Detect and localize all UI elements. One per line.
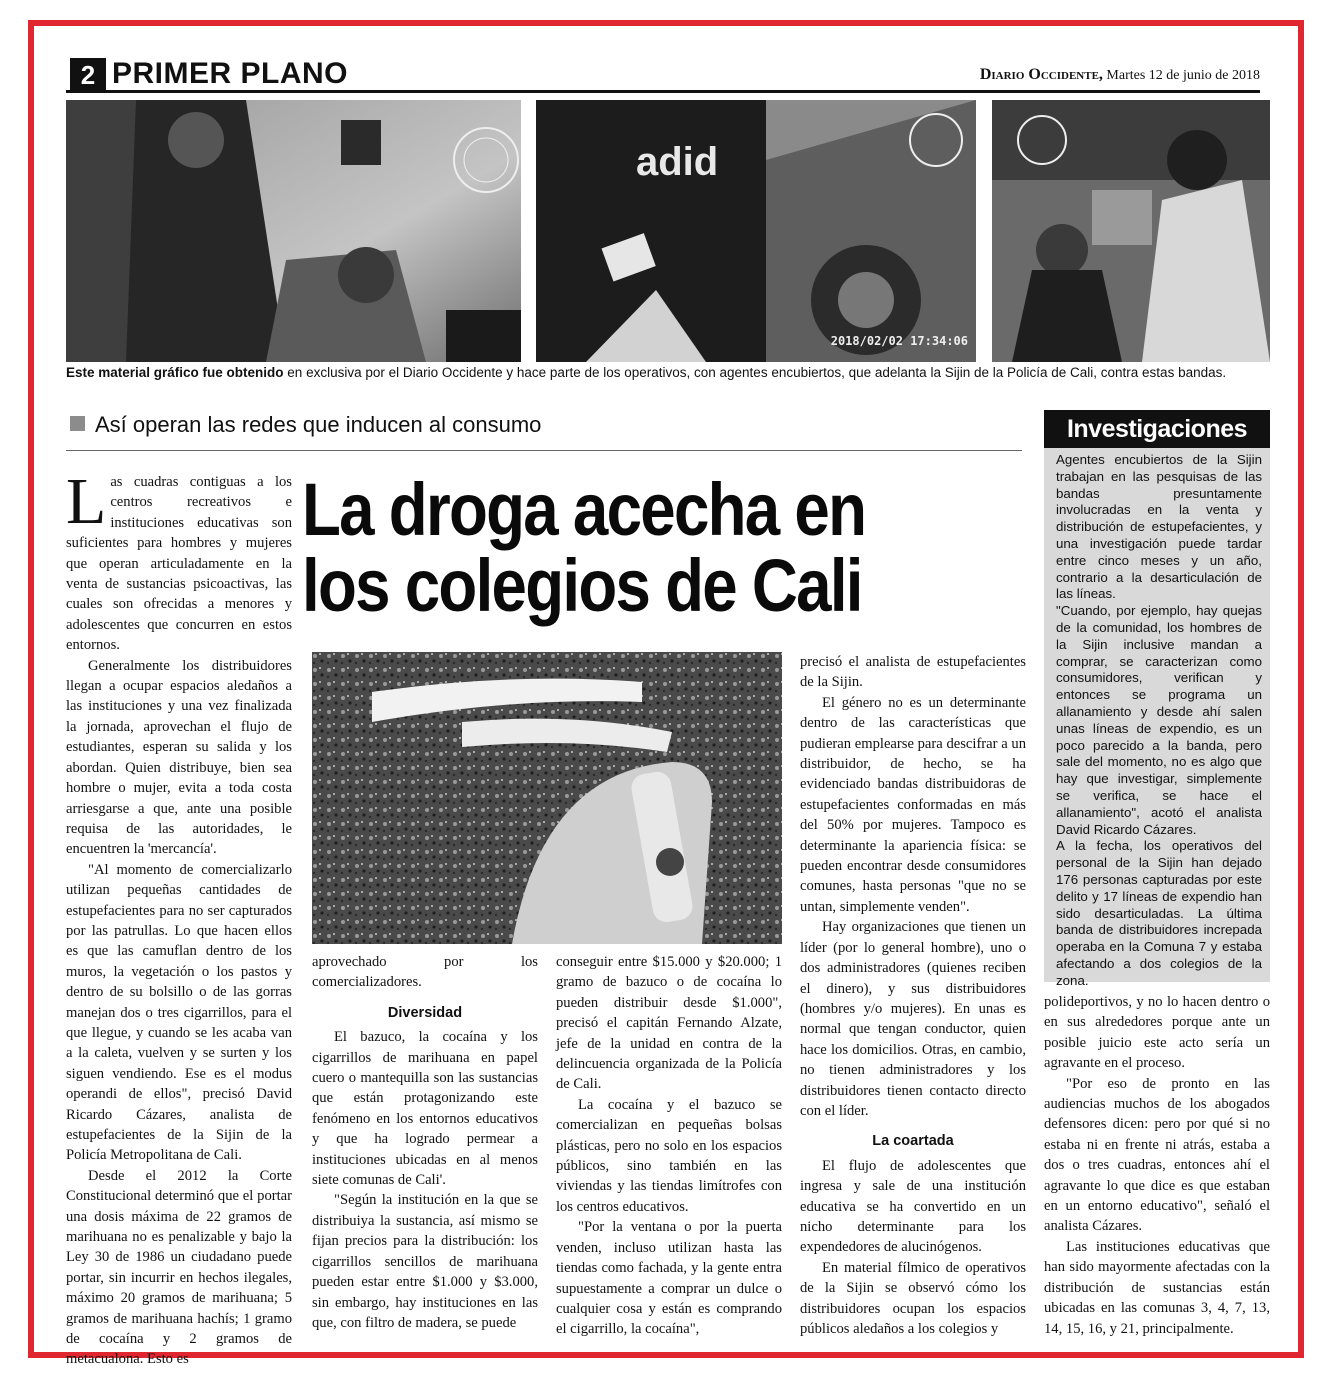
paragraph: "Al momento de comercializarlo utilizan pequeñas cantidades de estupefacientes para no ser capturados por las patrullas. Lo que hacen ellos es que las camuflan dentro de los muros, la vegetación o los pastos y dentro de su bolsillo o de las gorras manejan dos o tres cigarrillos, para el que llegue, y cuando se les acaba van a la caleta, vuelven y se surten y los siguen vendiendo. Ese es el modus operandi de ellos", precisó David Ricardo Cázares, analista de estupefacientes de la Sijin de la Policía Metropolitana de Cali. (66, 861, 292, 1164)
paragraph: "Por la ventana o por la puerta venden, incluso utilizan hasta las tiendas como fachada, y la gente entra supuestamente a comprar un dulce o cualquier cosa y están es comprando el cigarrillo, la cocaína", (556, 1219, 782, 1338)
kicker-square-icon (70, 416, 85, 431)
page-number: 2 (70, 58, 106, 92)
subheading-la-coartada: La coartada (872, 1133, 954, 1150)
section-title: PRIMER PLANO (112, 57, 349, 90)
photo-cocaine-lines (312, 652, 782, 944)
caption-lead: Este material gráfico fue obtenido (66, 365, 284, 380)
kicker-rule (66, 450, 1022, 451)
paper-name: Diario Occidente, (979, 66, 1103, 83)
paragraph: polideportivos, y no lo hacen dentro o en sus alrededores porque ante un posible juicio este acto sería un agravante en el proceso. (1044, 994, 1270, 1072)
headline (302, 468, 930, 627)
headline-line-1: La droga acecha en (302, 468, 866, 551)
photo-police-raid (992, 100, 1270, 362)
shirt-text: adid (636, 140, 719, 184)
issue-date: Martes 12 de junio de 2018 (1106, 68, 1260, 83)
paragraph: El flujo de adolescentes que ingresa y sale de una institución educativa se ha convertido en un nicho determinante para los expendedores de alucinógenos. (800, 1157, 1026, 1256)
article-column-2 (312, 952, 538, 1333)
paragraph: aprovechado por los comercializadores. (312, 954, 538, 991)
paragraph: "Por eso de pronto en las audiencias muchos de los abogados defensores dicen: pero por qué si no estaba ni en frente ni atrás, estaba a dos o tres cuadras, entonces ahí el agravante lo que dice es que estaban en un entorno educativo", señaló el analista Cázares. (1044, 1075, 1270, 1235)
sidebar-paragraph: Agentes encubiertos de la Sijin trabajan en las pesquisas de las bandas presuntamente involucradas en la venta y distribución de estupefacientes, y una investigación puede tardar entre cinco meses y un año, contrario a la desarticulación de las líneas. (1056, 452, 1262, 602)
paragraph: conseguir entre $15.000 y $20.000; 1 gramo de bazuco o de cocaína lo pueden distribuir desde $1.000", precisó el capitán Fernando Alzate, jefe de la unidad en contra de la delincuencia organizada de la Policía de Cali. (556, 954, 782, 1093)
paragraph: El género no es un determinante dentro de las características que pudieran emplearse para descifrar a un distribuidor, de hecho, se ha evidenciado bandas distribuidoras de estupefacientes conformadas en más del 50% por mujeres. Tampoco es determinante la apariencia física: se pueden encontrar desde consumidores comunes, hasta personas "que no se untan, simplemente venden". (800, 694, 1026, 915)
paragraph: Las cuadras contiguas a los centros recreativos e instituciones educativas son suficientes para hombres y mujeres que operan articuladamente en la venta de sustancias psicoactivas, las cuales son ofrecidas a menores y adolescentes que concurren en estos entornos. (66, 465, 292, 654)
photo-caption (66, 364, 1276, 382)
article-column-3 (556, 952, 782, 1340)
paragraph: El bazuco, la cocaína y los cigarrillos de marihuana en papel cuero o mantequilla son las sustancias que están protagonizando este fenómeno en los entornos educativos y que ha logrado permear a instituciones ubicadas en al menos siete comunas de Cali'. (312, 1029, 538, 1189)
masthead-dateline (980, 66, 1260, 84)
sidebar-box (1044, 448, 1270, 988)
paragraph: Generalmente los distribuidores llegan a ocupar espacios aledaños a las instituciones y una vez finalizada la jornada, aprovechan el flujo de estudiantes, esperan su salida y los abordan. Quien distribuye, bien sea hombre o mujer, evita a toda costa arriesgarse a que, ante una posible requisa de las autoridades, le encuentren la 'mercancía'. (66, 657, 292, 858)
paragraph: precisó el analista de estupefacientes de la Sijin. (800, 654, 1026, 691)
kicker-text: Así operan las redes que inducen al consumo (95, 412, 542, 437)
dropcap: L (66, 465, 107, 538)
sidebar-paragraph: "Cuando, por ejemplo, hay quejas de la comunidad, los hombres de la Sijin inclusive mandan a comprar, se caracterizan como consumidores, verifican y entonces se programa un allanamiento y desde ahí salen unas líneas de expendio, es un poco parecido a la banda, pero sale del momento, no es algo que hay que investigar, simplemente se verifica, se hace el allanamiento", acotó el analista David Ricardo Cázares. (1056, 603, 1262, 837)
header-rule (66, 90, 1260, 93)
paragraph: La cocaína y el bazuco se comercializan en pequeñas bolsas plásticas, pero no solo en los espacios públicos, sino también en las viviendas y las tiendas limítrofes con los centros educativos. (556, 1096, 782, 1215)
sidebar-title: Investigaciones (1044, 410, 1270, 448)
headline-line-2: los colegios de Cali (302, 544, 862, 627)
article-column-4 (800, 652, 1026, 1339)
page-frame (28, 20, 1304, 1368)
video-timestamp: 2018/02/02 17:34:06 (830, 334, 968, 348)
paragraph: Hay organizaciones que tienen un líder (por lo general hombre), uno o dos administradores (quienes reciben el dinero), y sus distribuidores (hombres y/o mujeres). En unas es normal que tengan conductor, quien hace los domicilios. Otras, en cambio, no tienen administradores y los distribuidores tienen contacto directo con el líder. (800, 919, 1026, 1119)
photo-drug-sale (536, 100, 976, 362)
paragraph: Las instituciones educativas que han sido mayormente afectadas con la distribución de sustancias están ubicadas en las comunas 3, 4, 7, 13, 14, 15, 16, y 21, principalmente. (1044, 1238, 1270, 1337)
sidebar-paragraph: A la fecha, los operativos del personal de la Sijin han dejado 176 personas capturadas por este delito y 17 líneas de expendio han sido desarticuladas. La última banda de distribuidores increpada operaba en la Comuna 7 y estaba afectando a dos colegios de la zona. (1056, 838, 1262, 988)
subheading-diversidad: Diversidad (387, 1004, 463, 1021)
paragraph: Desde el 2012 la Corte Constitucional determinó que el portar una dosis máxima de 22 gramos de marihuana no es penalizable y bajo la Ley 30 de 1986 un ciudadano puede portar, sin incurrir en hechos ilegales, máximo 20 gramos de marihuana; 5 gramos de marihuana hachís; 1 gramo de cocaína y 2 gramos de metacualona. Esto es (66, 1167, 292, 1368)
article-column-1 (66, 465, 292, 1370)
paragraph: "Según la institución en la que se distribuiya la sustancia, así mismo se fijan precios para la distribución: los cigarrillos sencillos de marihuana pueden estar entre $1.000 y $3.000, sin embargo, hay instituciones en las que, con filtro de madera, se puede (312, 1192, 538, 1331)
kicker (70, 410, 541, 440)
paragraph: En material fílmico de operativos de la Sijin se observó cómo los distribuidores ocupan los espacios públicos aledaños a los colegios y (800, 1259, 1026, 1337)
caption-text: en exclusiva por el Diario Occidente y hace parte de los operativos, con agentes encubiertos, que adelanta la Sijin de la Policía de Cali, contra estas bandas. (283, 365, 1227, 380)
photo-undercover-exchange (66, 100, 521, 362)
article-column-5 (1044, 992, 1270, 1339)
